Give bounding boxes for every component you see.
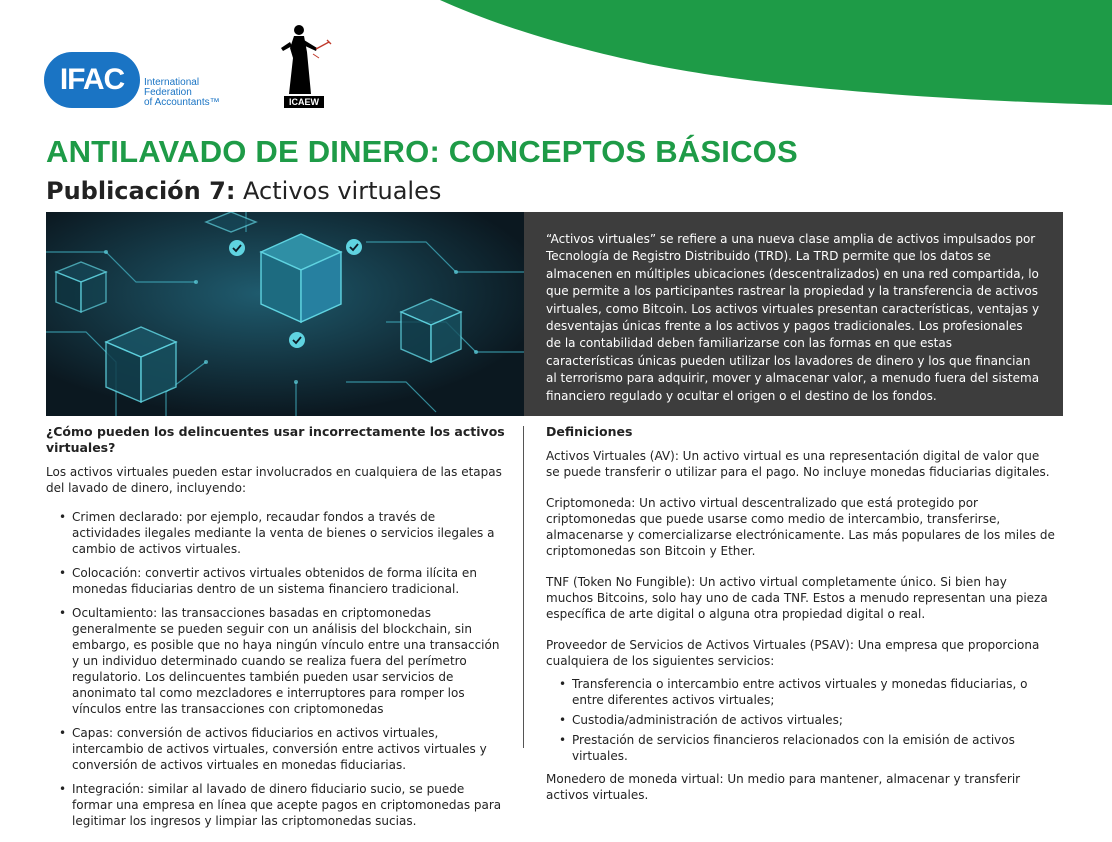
list-item: • Capas: conversión de activos fiduciarios en activos virtuales, intercambio de activos virtuales, conversión entre activos virtuales y conversión de activos virtuales en monedas fiduciarias. xyxy=(72,725,506,773)
ifac-logo xyxy=(44,52,244,112)
green-swoosh xyxy=(440,0,1112,105)
page-subtitle: Publicación 7: Activos virtuales xyxy=(46,177,442,205)
column-divider xyxy=(523,426,524,748)
check-icon xyxy=(346,239,362,255)
definition-crypto: Criptomoneda: Un activo virtual descentralizado que está protegido por criptomonedas que puede usarse como medio de intercambio, transferirse, almacenarse y comercializarse electrónicamente. Las más populares de los miles de criptomonedas son Bitcoin y Ether. xyxy=(546,496,1055,558)
list-item: • Integración: similar al lavado de dinero fiduciario sucio, se puede formar una empresa en línea que acepte pagos en criptomonedas para legitimar los ingresos y limpiar las criptomonedas sucias. xyxy=(72,781,506,829)
definitions-section xyxy=(546,424,1056,818)
ifac-name: International Federation of Accountants™ xyxy=(144,77,220,108)
check-icon xyxy=(289,332,305,348)
definition-nft: TNF (Token No Fungible): Un activo virtual completamente único. Si bien hay muchos Bitcoins, solo hay uno de cada TNF. Estos a menudo representan una pieza específica de arte digital o alguna otra propiedad digital o real. xyxy=(546,575,1048,621)
definition-psav: Proveedor de Servicios de Activos Virtuales (PSAV): Una empresa que proporciona cualquiera de los siguientes servicios: xyxy=(546,638,1040,668)
misuse-section xyxy=(46,424,506,837)
definition-wallet: Monedero de moneda virtual: Un medio para mantener, almacenar y transferir activos virtuales. xyxy=(546,772,1021,802)
intro-text: “Activos virtuales” se refiere a una nueva clase amplia de activos impulsados por Tecnología de Registro Distribuido (TRD). La TRD permite que los datos se almacenen en múltiples ubicaciones (descentralizados) en una red compartida, lo que permite a los participantes rastrear la propiedad y la transferencia de activos virtuales, como Bitcoin. Los activos virtuales presentan características, ventajas y desventajas únicas frente a los activos y pagos tradicionales. Los profesionales de la contabilidad deben familiarizarse con las formas en que estas características únicas pueden utilizar los lavadores de dinero y los que financian al terrorismo para adquirir, mover y almacenar valor, a menudo fuera del sistema financiero regulado y ocultar el origen o el destino de los fondos. xyxy=(524,212,1063,416)
check-icon xyxy=(229,240,245,256)
misuse-heading: ¿Cómo pueden los delincuentes usar incorrectamente los activos virtuales? xyxy=(46,424,505,455)
list-item: • Custodia/administración de activos virtuales; xyxy=(572,712,1056,728)
misuse-lead: Los activos virtuales pueden estar involucrados en cualquiera de las etapas del lavado de dinero, incluyendo: xyxy=(46,465,502,495)
psav-list xyxy=(546,676,1056,764)
page-title: ANTILAVADO DE DINERO: CONCEPTOS BÁSICOS xyxy=(46,134,798,169)
blockchain-illustration xyxy=(46,212,524,416)
list-item: • Prestación de servicios financieros relacionados con la emisión de activos virtuales. xyxy=(572,732,1056,764)
list-item: • Transferencia o intercambio entre activos virtuales y monedas fiduciarias, o entre diferentes activos virtuales; xyxy=(572,676,1056,708)
ifac-badge: IFAC xyxy=(44,52,140,108)
icaew-label: ICAEW xyxy=(284,96,324,108)
misuse-list xyxy=(46,509,506,829)
list-item: • Ocultamiento: las transacciones basadas en criptomonedas generalmente se pueden seguir con un análisis del blockchain, sin embargo, es posible que no haya ningún vínculo entre una transacción y un individuo determinado cuando se realiza fuera del perímetro regulatorio. Los delincuentes también pueden usar servicios de anonimato tal como mezcladores e interruptores para romper los vínculos entre las transacciones con criptomonedas xyxy=(72,605,506,717)
definition-av: Activos Virtuales (AV): Un activo virtual es una representación digital de valor que se puede transferir o utilizar para el pago. No incluye monedas fiduciarias digitales. xyxy=(546,449,1050,479)
list-item: • Colocación: convertir activos virtuales obtenidos de forma ilícita en monedas fiduciarias dentro de un sistema financiero tradicional. xyxy=(72,565,506,597)
list-item: • Crimen declarado: por ejemplo, recaudar fondos a través de actividades ilegales mediante la venta de bienes o servicios ilegales a cambio de activos virtuales. xyxy=(72,509,506,557)
definitions-heading: Definiciones xyxy=(546,424,633,439)
